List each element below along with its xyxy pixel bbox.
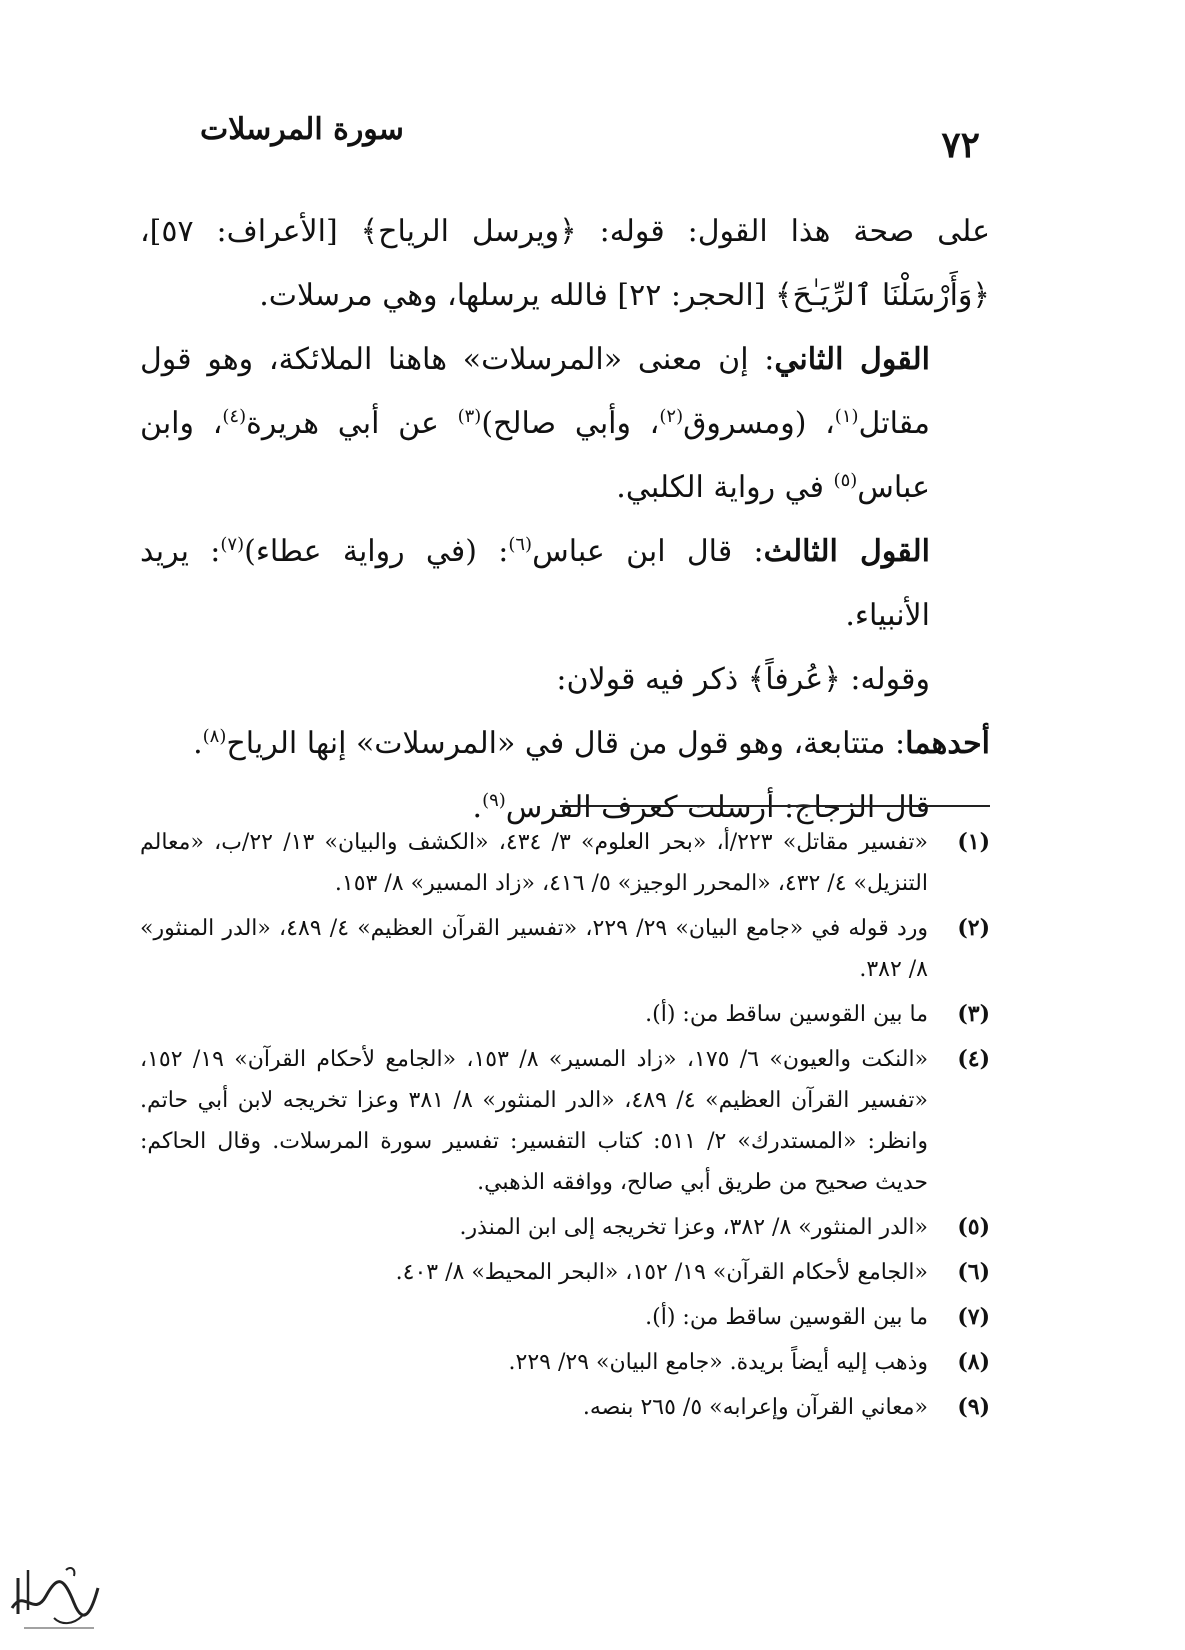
footnote-6 — [140, 1252, 990, 1293]
footnote-text: ما بين القوسين ساقط من: (أ). — [645, 1305, 928, 1330]
footnote-2 — [140, 908, 990, 990]
footnote-1 — [140, 822, 990, 904]
paragraph-2-text-c: ، وأبي صالح) — [481, 406, 660, 441]
footnote-ref-4[interactable]: (٤) — [222, 406, 247, 427]
footnote-ref-9[interactable]: (٩) — [482, 790, 506, 811]
paragraph-5-text-b: . — [193, 726, 203, 761]
paragraph-5-label: أحدهما — [905, 726, 990, 761]
footnote-ref-7[interactable]: (٧) — [220, 534, 245, 555]
footnote-7 — [140, 1297, 990, 1338]
footnote-number: (١) — [957, 829, 990, 855]
footnote-number: (٣) — [957, 1001, 990, 1027]
paragraph-2-label: القول الثاني — [774, 342, 930, 377]
footnote-text: «معاني القرآن وإعرابه» ٥/ ٢٦٥ بنصه. — [582, 1395, 928, 1420]
paragraph-6-text-a: قال الزجاج: أرسلت كعرف الفرس — [505, 790, 930, 825]
paragraph-6-text-b: . — [472, 790, 483, 825]
footnote-3 — [140, 994, 990, 1035]
footnote-text: «تفسير مقاتل» ٢٢٣/أ، «بحر العلوم» ٣/ ٤٣٤، «الكشف والبيان» ١٣/ ٢٢/ب، «معالم التنزيل» ٤/ ٤٣٢، «المحرر الوجيز» ٥/ ٤١٦، «زاد المسير» ٨/ ١٥٣. — [140, 830, 929, 896]
footnote-number: (٥) — [957, 1214, 990, 1240]
paragraph-1: على صحة هذا القول: قوله: ﴿ويرسل الرياح﴾ [الأعراف: ٥٧]، ﴿وَأَرْسَلْنَا ٱلرِّيَـٰحَ﴾ [الحجر: ٢٢] فالله يرسلها، وهي مرسلات. — [140, 214, 990, 313]
running-title: سورة المرسلات — [200, 112, 404, 147]
paragraph-5-text-a: : متتابعة، وهو قول من قال في «المرسلات» إنها الرياح — [226, 726, 906, 761]
paragraph-2-text-a: : إن معنى «المرسلات» هاهنا الملائكة، وهو قول مقاتل — [140, 342, 930, 441]
paragraph-5 — [140, 712, 990, 776]
footnote-ref-2[interactable]: (٢) — [659, 406, 684, 427]
footnote-ref-8[interactable]: (٨) — [202, 726, 227, 747]
footnote-text: ورد قوله في «جامع البيان» ٢٩/ ٢٢٩، «تفسير القرآن العظيم» ٤/ ٤٨٩، «الدر المنثور» ٨/ ٣٨٢. — [140, 916, 929, 982]
page-header — [200, 112, 980, 172]
footnote-number: (٨) — [957, 1349, 990, 1375]
footnote-text: «النكت والعيون» ٦/ ١٧٥، «زاد المسير» ٨/ ١٥٣، «الجامع لأحكام القرآن» ١٩/ ١٥٢، «تفسير القرآن العظيم» ٤/ ٤٨٩، «الدر المنثور» ٨/ ٣٨١ وعزا تخريجه لابن أبي حاتم. وانظر: «المستدرك» ٢/ ٥١١: كتاب التفسير: تفسير سورة المرسلات. وقال الحاكم: حديث صحيح من طريق أبي صالح، ووافقه الذهبي. — [140, 1047, 929, 1195]
footnote-separator — [560, 805, 990, 807]
paragraph-3 — [140, 520, 990, 648]
footnote-number: (٢) — [957, 915, 990, 941]
paragraph-4: وقوله: ﴿عُرفاً﴾ ذكر فيه قولان: — [556, 662, 930, 697]
footnote-text: «الجامع لأحكام القرآن» ١٩/ ١٥٢، «البحر المحيط» ٨/ ٤٠٣. — [395, 1260, 928, 1285]
footnote-number: (٩) — [957, 1394, 990, 1420]
footnote-4 — [140, 1039, 990, 1203]
footnote-number: (٦) — [957, 1259, 990, 1285]
paragraph-2-text-b: ، (ومسروق — [683, 406, 835, 441]
paragraph-3-text-c: : يريد الأنبياء. — [140, 534, 930, 633]
paragraph-2-text-e: ، وابن عباس — [140, 406, 930, 505]
footnote-ref-3[interactable]: (٣) — [457, 406, 482, 427]
footnote-number: (٤) — [957, 1046, 990, 1072]
main-text — [140, 200, 990, 840]
footnote-text: «الدر المنثور» ٨/ ٣٨٢، وعزا تخريجه إلى ابن المنذر. — [459, 1215, 928, 1240]
paragraph-2 — [140, 328, 990, 520]
calligraphy-logo-icon — [4, 1548, 104, 1638]
paragraph-3-text-a: : قال ابن عباس — [532, 534, 764, 569]
calligraphy-logo-icon — [4, 1548, 104, 1638]
footnote-text: ما بين القوسين ساقط من: (أ). — [645, 1002, 928, 1027]
footnote-9 — [140, 1387, 990, 1428]
footnote-ref-5[interactable]: (٥) — [833, 470, 858, 491]
footnote-5 — [140, 1207, 990, 1248]
paragraph-2-text-f: في رواية الكلبي. — [616, 470, 834, 505]
paragraph-2-text-d: عن أبي هريرة — [246, 406, 458, 441]
footnote-ref-6[interactable]: (٦) — [508, 534, 533, 555]
footnote-8 — [140, 1342, 990, 1383]
footnote-text: وذهب إليه أيضاً بريدة. «جامع البيان» ٢٩/ ٢٢٩. — [508, 1350, 928, 1375]
paragraph-3-text-b: : (في رواية عطاء) — [244, 534, 509, 569]
footnote-ref-1[interactable]: (١) — [834, 406, 859, 427]
footnotes — [140, 822, 990, 1432]
page-number: ٧٢ — [941, 124, 980, 166]
paragraph-3-label: القول الثالث — [763, 534, 930, 569]
footnote-number: (٧) — [957, 1304, 990, 1330]
